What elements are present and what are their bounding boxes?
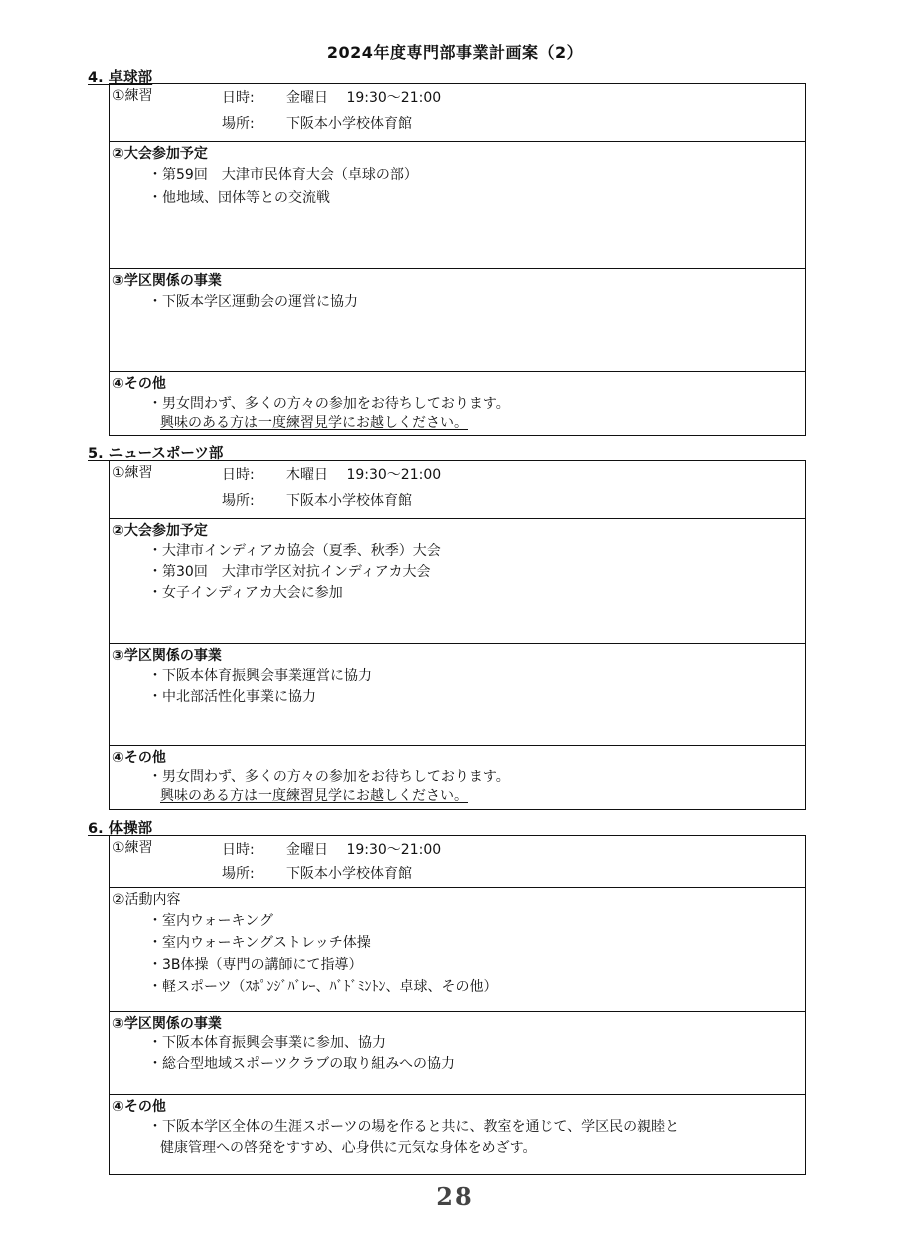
practice-label: ①練習 — [112, 465, 153, 481]
list-item: ・中北部活性化事業に協力 — [148, 689, 316, 705]
tournament-label: ②大会参加予定 — [112, 146, 208, 162]
list-item: ・他地域、団体等との交流戦 — [148, 190, 330, 206]
list-item: ・女子インディアカ大会に参加 — [148, 585, 343, 601]
time-label: 日時: — [222, 467, 255, 483]
list-item: ・第59回 大津市民体育大会（卓球の部） — [148, 167, 418, 183]
place-value: 下阪本小学校体育館 — [286, 493, 412, 509]
list-item-continuation: 興味のある方は一度練習見学にお越しください。 — [160, 415, 468, 431]
section-new-sports — [109, 460, 806, 810]
place-value: 下阪本小学校体育館 — [286, 116, 412, 132]
section-heading-new-sports: 5. ニュースポーツ部 — [88, 446, 224, 462]
time-label: 日時: — [222, 842, 255, 858]
section-table-tennis — [109, 83, 806, 436]
list-item: ・室内ウォーキングストレッチ体操 — [148, 935, 371, 951]
list-item: ・男女問わず、多くの方々の参加をお待ちしております。 — [148, 769, 510, 785]
list-item: ・下阪本体育振興会事業運営に協力 — [148, 668, 372, 684]
practice-block — [110, 836, 805, 888]
time-value: 木曜日 19:30～21:00 — [286, 467, 442, 483]
place-label: 場所: — [222, 116, 255, 132]
section-heading-gymnastics: 6. 体操部 — [88, 821, 153, 837]
other-block — [110, 372, 805, 435]
tournament-block — [110, 519, 805, 644]
practice-block — [110, 461, 805, 519]
page-number: 28 — [436, 1182, 474, 1211]
list-item: ・大津市インディアカ協会（夏季、秋季）大会 — [148, 543, 441, 559]
district-block — [110, 269, 805, 372]
other-label: ④その他 — [112, 376, 166, 392]
list-item: ・室内ウォーキング — [148, 913, 274, 929]
section-heading-table-tennis: 4. 卓球部 — [88, 70, 153, 86]
other-block — [110, 1095, 805, 1174]
time-value: 金曜日 19:30～21:00 — [286, 842, 442, 858]
district-label: ③学区関係の事業 — [112, 648, 222, 664]
list-item: ・軽スポーツ（ｽﾎﾟﾝｼﾞﾊﾞﾚｰ、ﾊﾞﾄﾞﾐﾝﾄﾝ、卓球、その他） — [148, 979, 498, 995]
list-item: ・下阪本学区運動会の運営に協力 — [148, 294, 358, 310]
activity-label: ②活動内容 — [112, 892, 181, 908]
other-block — [110, 746, 805, 809]
tournament-block — [110, 142, 805, 269]
time-value: 金曜日 19:30～21:00 — [286, 90, 442, 106]
district-label: ③学区関係の事業 — [112, 273, 222, 289]
list-item: ・下阪本学区全体の生涯スポーツの場を作ると共に、教室を通じて、学区民の親睦と — [148, 1119, 680, 1135]
list-item-continuation: 健康管理への啓発をすすめ、心身供に元気な身体をめざす。 — [160, 1140, 537, 1156]
practice-block — [110, 84, 805, 142]
tournament-label: ②大会参加予定 — [112, 523, 208, 539]
place-value: 下阪本小学校体育館 — [286, 866, 412, 882]
district-block — [110, 1012, 805, 1095]
section-gymnastics — [109, 835, 806, 1175]
practice-label: ①練習 — [112, 840, 153, 856]
list-item: ・男女問わず、多くの方々の参加をお待ちしております。 — [148, 396, 510, 412]
place-label: 場所: — [222, 493, 255, 509]
page-title: 2024年度専門部事業計画案（2） — [326, 43, 584, 62]
practice-label: ①練習 — [112, 88, 153, 104]
other-label: ④その他 — [112, 750, 166, 766]
list-item-continuation: 興味のある方は一度練習見学にお越しください。 — [160, 788, 468, 804]
list-item: ・下阪本体育振興会事業に参加、協力 — [148, 1035, 386, 1051]
list-item: ・第30回 大津市学区対抗インディアカ大会 — [148, 564, 431, 580]
other-label: ④その他 — [112, 1099, 166, 1115]
list-item: ・総合型地域スポーツクラブの取り組みへの協力 — [148, 1056, 456, 1072]
list-item: ・3B体操（専門の講師にて指導） — [148, 957, 363, 973]
time-label: 日時: — [222, 90, 255, 106]
place-label: 場所: — [222, 866, 255, 882]
district-block — [110, 644, 805, 746]
district-label: ③学区関係の事業 — [112, 1016, 222, 1032]
activity-block — [110, 888, 805, 1012]
